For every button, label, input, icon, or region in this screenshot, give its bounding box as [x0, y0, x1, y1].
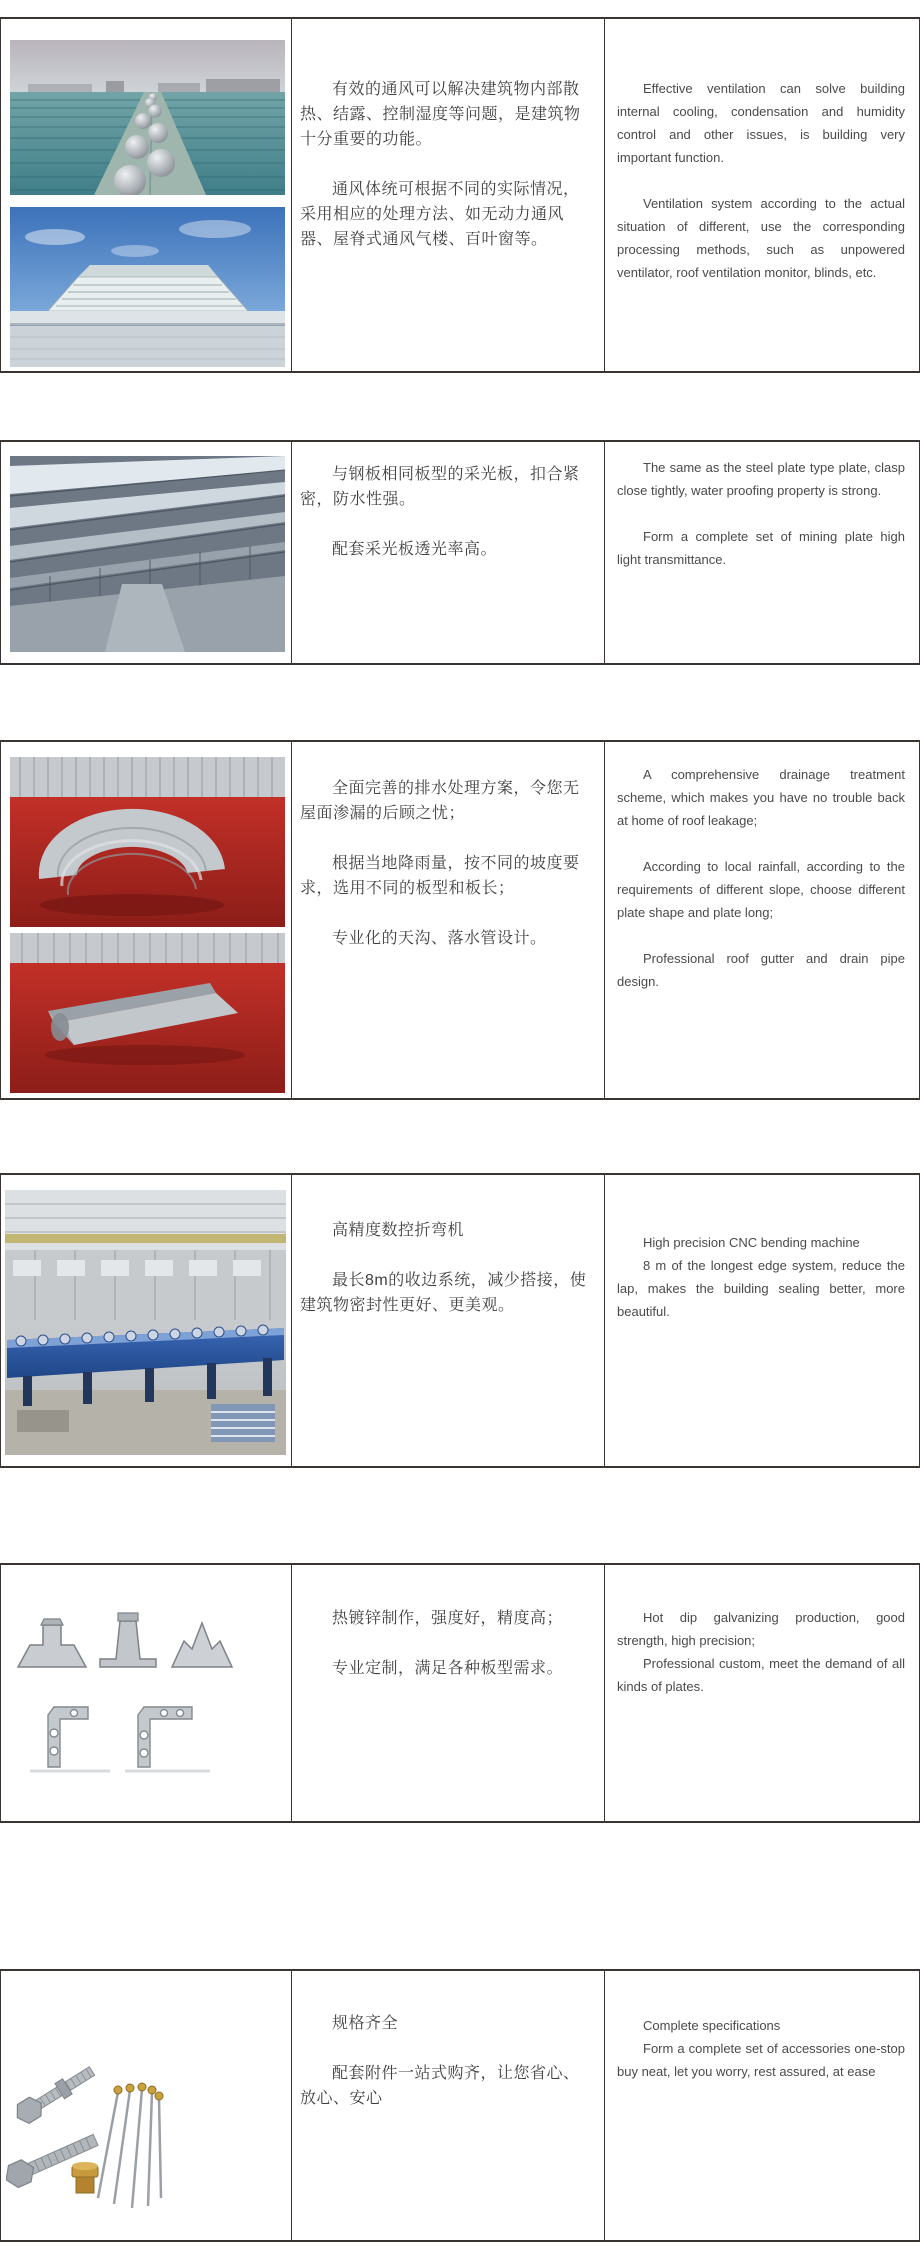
photo-column [1, 1565, 292, 1821]
paragraph: 配套附件一站式购齐，让您省心、放心、安心 [300, 2065, 580, 2107]
section-ventilation-system [0, 17, 920, 373]
english-text [605, 1565, 919, 1821]
paragraph: Effective ventilation can solve building internal cooling, condensation and humidity control and other issues, is building very important function. [617, 81, 905, 165]
bottom-margin [0, 2242, 920, 2262]
chinese-text [292, 442, 605, 663]
gutter-profile-photo [10, 933, 285, 1093]
paragraph: According to local rainfall, according to the requirements of different slope, choose different plate shape and plate long; [617, 859, 905, 920]
section-accessories [0, 1969, 920, 2242]
section-daylighting-panels [0, 440, 920, 665]
turbine-ventilators-photo [10, 40, 285, 195]
paragraph: Form a complete set of mining plate high light transmittance. [617, 529, 905, 567]
paragraph: Complete specifications [643, 2018, 781, 2033]
paragraph: Ventilation system according to the actual situation of different, use the corresponding processing methods, such as unpowered ventilator, roof ventilation monitor, blinds, etc. [617, 196, 905, 280]
paragraph: 配套采光板透光率高。 [332, 541, 498, 558]
chinese-text [292, 1565, 605, 1821]
paragraph: 专业定制，满足各种板型需求。 [332, 1660, 564, 1677]
paragraph: 有效的通风可以解决建筑物内部散热、结露、控制湿度等问题，是建筑物十分重要的功能。 [300, 81, 581, 148]
paragraph: 专业化的天沟、落水管设计。 [332, 930, 547, 947]
photo-column [1, 1175, 292, 1466]
skylight-warehouse-photo [10, 456, 285, 652]
paragraph: 热镀锌制作，强度好，精度高； [332, 1610, 564, 1627]
paragraph: 最长8m的收边系统，减少搭接，使建筑物密封性更好、更美观。 [300, 1272, 587, 1314]
english-text [605, 19, 919, 371]
paragraph: 高精度数控折弯机 [332, 1222, 465, 1239]
chinese-text [292, 742, 605, 1098]
fasteners-photo [6, 2048, 285, 2222]
photo-column [1, 742, 292, 1098]
paragraph: Professional custom, meet the demand of all kinds of plates. [617, 1656, 905, 1694]
paragraph: 与钢板相同板型的采光板，扣合紧密，防水性强。 [300, 466, 580, 508]
paragraph: 规格齐全 [332, 2015, 399, 2032]
ridge-ventilator-photo [10, 207, 285, 367]
chinese-text [292, 19, 605, 371]
photo-column [1, 19, 292, 371]
english-text [605, 1971, 919, 2240]
photo-column [1, 1971, 292, 2240]
photo-column [1, 442, 292, 663]
english-text [605, 442, 919, 663]
section-fixing-clips [0, 1563, 920, 1823]
paragraph: Hot dip galvanizing production, good strength, high precision; [617, 1610, 905, 1648]
section-cnc-bending-machine [0, 1173, 920, 1468]
paragraph: 全面完善的排水处理方案，令您无屋面渗漏的后顾之忧； [300, 780, 580, 822]
english-text [605, 1175, 919, 1466]
cnc-bending-machine-photo [5, 1190, 287, 1455]
english-text [605, 742, 919, 1098]
paragraph: Professional roof gutter and drain pipe design. [617, 951, 905, 989]
chinese-text [292, 1175, 605, 1466]
galvanized-clips-photo [10, 1587, 285, 1787]
brochure-page [0, 17, 920, 2262]
paragraph: 根据当地降雨量，按不同的坡度要求，选用不同的板型和板长； [300, 855, 580, 897]
paragraph: Form a complete set of accessories one-stop buy neat, let you worry, rest assured, at ease [617, 2041, 905, 2079]
paragraph: 8 m of the longest edge system, reduce the lap, makes the building sealing better, more beautiful. [617, 1258, 905, 1319]
paragraph: The same as the steel plate type plate, clasp close tightly, water proofing property is strong. [617, 460, 905, 498]
paragraph: A comprehensive drainage treatment scheme, which makes you have no trouble back at home of roof leakage; [617, 767, 905, 828]
paragraph: 通风体统可根据不同的实际情况，采用相应的处理方法、如无动力通风器、屋脊式通风气楼、百叶窗等。 [300, 181, 580, 248]
gutter-coil-photo [10, 757, 285, 927]
section-drainage-system [0, 740, 920, 1100]
chinese-text [292, 1971, 605, 2240]
paragraph: High precision CNC bending machine [643, 1235, 860, 1250]
